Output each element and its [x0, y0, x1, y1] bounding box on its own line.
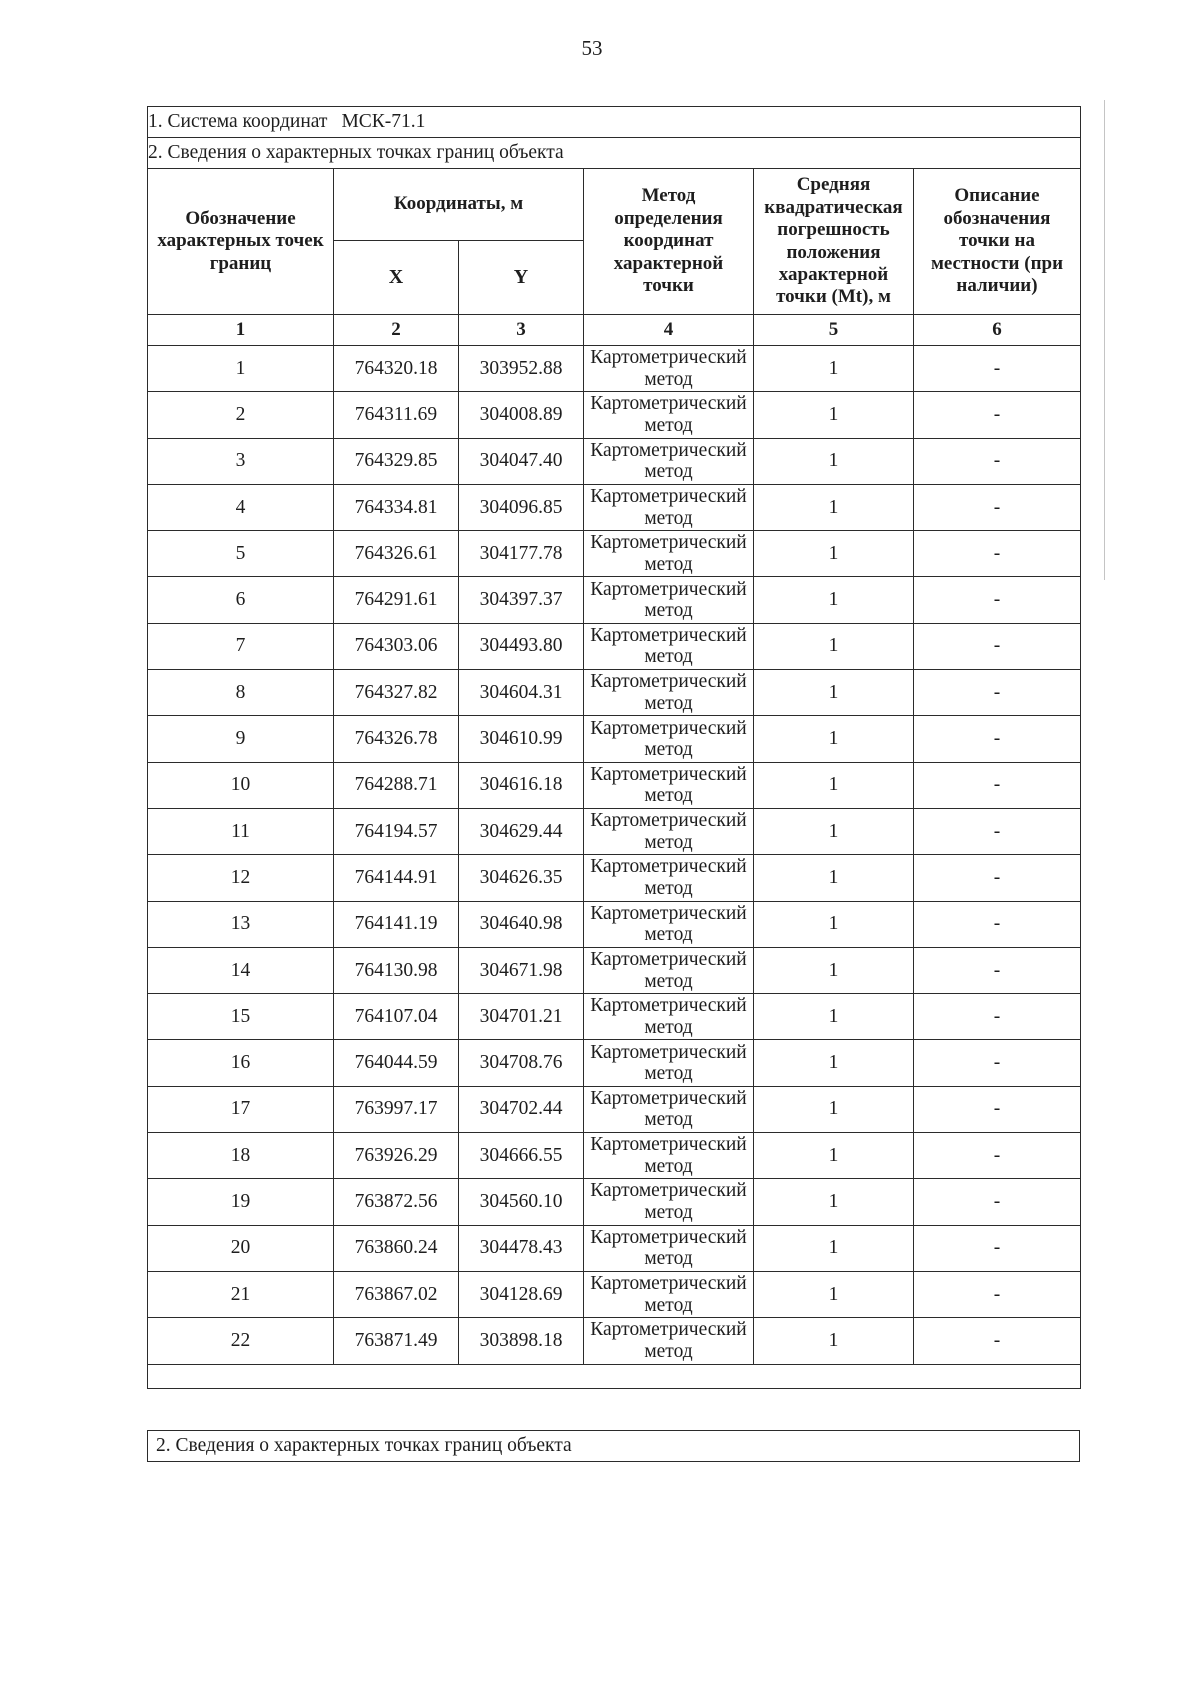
x-coordinate-cell: 764291.61: [334, 577, 459, 623]
point-number-cell: 5: [148, 531, 334, 577]
method-cell: Картометрический метод: [584, 1179, 754, 1225]
description-cell: -: [914, 346, 1081, 392]
x-coordinate-cell: 763997.17: [334, 1086, 459, 1132]
description-cell: -: [914, 1179, 1081, 1225]
column-numbers-row: [148, 315, 1081, 346]
mean-square-error-cell: 1: [754, 346, 914, 392]
description-cell: -: [914, 670, 1081, 716]
description-cell: -: [914, 438, 1081, 484]
y-coordinate-cell: 304008.89: [459, 392, 584, 438]
x-coordinate-cell: 764288.71: [334, 762, 459, 808]
description-cell: -: [914, 1271, 1081, 1317]
table-footer: [148, 1364, 1081, 1388]
header-y: Y: [459, 241, 584, 315]
x-coordinate-cell: 763872.56: [334, 1179, 459, 1225]
mean-square-error-cell: 1: [754, 623, 914, 669]
table-row: [148, 716, 1081, 762]
empty-cell: [148, 1364, 1081, 1388]
method-cell: Картометрический метод: [584, 855, 754, 901]
table-row: [148, 1133, 1081, 1179]
table-row: [148, 346, 1081, 392]
y-coordinate-cell: 304626.35: [459, 855, 584, 901]
y-coordinate-cell: 304128.69: [459, 1271, 584, 1317]
mean-square-error-cell: 1: [754, 1040, 914, 1086]
mean-square-error-cell: 1: [754, 855, 914, 901]
method-cell: Картометрический метод: [584, 531, 754, 577]
table-row: [148, 994, 1081, 1040]
table-row: [148, 438, 1081, 484]
x-coordinate-cell: 764303.06: [334, 623, 459, 669]
description-cell: -: [914, 577, 1081, 623]
point-number-cell: 12: [148, 855, 334, 901]
method-cell: Картометрический метод: [584, 762, 754, 808]
header-description: Описание обозначения точки на местности (при наличии): [914, 169, 1081, 315]
method-cell: Картометрический метод: [584, 1133, 754, 1179]
x-coordinate-cell: 764311.69: [334, 392, 459, 438]
method-cell: Картометрический метод: [584, 1040, 754, 1086]
x-coordinate-cell: 763926.29: [334, 1133, 459, 1179]
y-coordinate-cell: 304616.18: [459, 762, 584, 808]
description-cell: -: [914, 484, 1081, 530]
mean-square-error-cell: 1: [754, 438, 914, 484]
description-cell: -: [914, 808, 1081, 854]
x-coordinate-cell: 763867.02: [334, 1271, 459, 1317]
header-method: Метод определения координат характерной точки: [584, 169, 754, 315]
table-row: [148, 808, 1081, 854]
method-cell: Картометрический метод: [584, 901, 754, 947]
y-coordinate-cell: 304493.80: [459, 623, 584, 669]
point-number-cell: 3: [148, 438, 334, 484]
method-cell: Картометрический метод: [584, 716, 754, 762]
mean-square-error-cell: 1: [754, 1086, 914, 1132]
point-number-cell: 2: [148, 392, 334, 438]
table-row: [148, 670, 1081, 716]
mean-square-error-cell: 1: [754, 392, 914, 438]
mean-square-error-cell: 1: [754, 1179, 914, 1225]
column-number: 2: [334, 315, 459, 346]
y-coordinate-cell: 304177.78: [459, 531, 584, 577]
x-coordinate-cell: 764326.61: [334, 531, 459, 577]
mean-square-error-cell: 1: [754, 1133, 914, 1179]
table-row: [148, 1040, 1081, 1086]
point-number-cell: 1: [148, 346, 334, 392]
mean-square-error-cell: 1: [754, 1225, 914, 1271]
method-cell: Картометрический метод: [584, 808, 754, 854]
point-number-cell: 22: [148, 1318, 334, 1364]
method-cell: Картометрический метод: [584, 1271, 754, 1317]
table-row: [148, 855, 1081, 901]
y-coordinate-cell: 304096.85: [459, 484, 584, 530]
description-cell: -: [914, 1133, 1081, 1179]
x-coordinate-cell: 763871.49: [334, 1318, 459, 1364]
x-coordinate-cell: 764327.82: [334, 670, 459, 716]
method-cell: Картометрический метод: [584, 994, 754, 1040]
table-preamble: [148, 107, 1081, 169]
table-row: [148, 531, 1081, 577]
table-row: [148, 762, 1081, 808]
description-cell: -: [914, 855, 1081, 901]
method-cell: Картометрический метод: [584, 484, 754, 530]
mean-square-error-cell: 1: [754, 947, 914, 993]
point-number-cell: 18: [148, 1133, 334, 1179]
table-row: [148, 1225, 1081, 1271]
method-cell: Картометрический метод: [584, 947, 754, 993]
mean-square-error-cell: 1: [754, 1318, 914, 1364]
table-row: [148, 1179, 1081, 1225]
column-number: 4: [584, 315, 754, 346]
x-coordinate-cell: 764326.78: [334, 716, 459, 762]
y-coordinate-cell: 304629.44: [459, 808, 584, 854]
table-body: [148, 346, 1081, 1365]
x-coordinate-cell: 764130.98: [334, 947, 459, 993]
x-coordinate-cell: 764107.04: [334, 994, 459, 1040]
mean-square-error-cell: 1: [754, 716, 914, 762]
table-row: [148, 901, 1081, 947]
method-cell: Картометрический метод: [584, 438, 754, 484]
mean-square-error-cell: 1: [754, 901, 914, 947]
point-number-cell: 16: [148, 1040, 334, 1086]
section-title-row: [148, 138, 1081, 169]
method-cell: Картометрический метод: [584, 1225, 754, 1271]
point-number-cell: 13: [148, 901, 334, 947]
y-coordinate-cell: 304666.55: [459, 1133, 584, 1179]
mean-square-error-cell: 1: [754, 808, 914, 854]
x-coordinate-cell: 764141.19: [334, 901, 459, 947]
table-row: [148, 484, 1081, 530]
empty-row: [148, 1364, 1081, 1388]
mean-square-error-cell: 1: [754, 670, 914, 716]
y-coordinate-cell: 304560.10: [459, 1179, 584, 1225]
point-number-cell: 11: [148, 808, 334, 854]
method-cell: Картометрический метод: [584, 623, 754, 669]
method-cell: Картометрический метод: [584, 392, 754, 438]
table-row: [148, 623, 1081, 669]
mean-square-error-cell: 1: [754, 577, 914, 623]
description-cell: -: [914, 1040, 1081, 1086]
method-cell: Картометрический метод: [584, 670, 754, 716]
column-number: 3: [459, 315, 584, 346]
mean-square-error-cell: 1: [754, 531, 914, 577]
description-cell: -: [914, 994, 1081, 1040]
description-cell: -: [914, 762, 1081, 808]
header-point-designation: Обозначение характерных точек границ: [148, 169, 334, 315]
point-number-cell: 19: [148, 1179, 334, 1225]
x-coordinate-cell: 764144.91: [334, 855, 459, 901]
coordinate-system-label: 1. Система координат: [148, 111, 328, 132]
method-cell: Картометрический метод: [584, 346, 754, 392]
table-row: [148, 1271, 1081, 1317]
section-title: 2. Сведения о характерных точках границ объекта: [148, 138, 1081, 169]
description-cell: -: [914, 1225, 1081, 1271]
point-number-cell: 14: [148, 947, 334, 993]
x-coordinate-cell: 764329.85: [334, 438, 459, 484]
method-cell: Картометрический метод: [584, 1086, 754, 1132]
x-coordinate-cell: 764194.57: [334, 808, 459, 854]
point-number-cell: 6: [148, 577, 334, 623]
description-cell: -: [914, 901, 1081, 947]
column-numbers: [148, 315, 1081, 346]
y-coordinate-cell: 303898.18: [459, 1318, 584, 1364]
method-cell: Картометрический метод: [584, 577, 754, 623]
y-coordinate-cell: 304604.31: [459, 670, 584, 716]
description-cell: -: [914, 1086, 1081, 1132]
x-coordinate-cell: 763860.24: [334, 1225, 459, 1271]
mean-square-error-cell: 1: [754, 994, 914, 1040]
point-number-cell: 9: [148, 716, 334, 762]
y-coordinate-cell: 303952.88: [459, 346, 584, 392]
point-number-cell: 17: [148, 1086, 334, 1132]
mean-square-error-cell: 1: [754, 484, 914, 530]
description-cell: -: [914, 623, 1081, 669]
mean-square-error-cell: 1: [754, 1271, 914, 1317]
header-coordinates: Координаты, м: [334, 169, 584, 241]
table-row: [148, 947, 1081, 993]
point-number-cell: 20: [148, 1225, 334, 1271]
column-number: 6: [914, 315, 1081, 346]
description-cell: -: [914, 947, 1081, 993]
header-row-top: [148, 169, 1081, 241]
y-coordinate-cell: 304640.98: [459, 901, 584, 947]
next-section-title: 2. Сведения о характерных точках границ объекта: [147, 1430, 1080, 1462]
y-coordinate-cell: 304478.43: [459, 1225, 584, 1271]
y-coordinate-cell: 304610.99: [459, 716, 584, 762]
column-number: 5: [754, 315, 914, 346]
method-cell: Картометрический метод: [584, 1318, 754, 1364]
page-number: 53: [581, 36, 603, 60]
y-coordinate-cell: 304701.21: [459, 994, 584, 1040]
header-mean-square-error: Средняя квадратическая погрешность положения характерной точки (Mt), м: [754, 169, 914, 315]
point-number-cell: 10: [148, 762, 334, 808]
point-number-cell: 4: [148, 484, 334, 530]
point-number-cell: 7: [148, 623, 334, 669]
description-cell: -: [914, 1318, 1081, 1364]
point-number-cell: 8: [148, 670, 334, 716]
coordinate-system-row: [148, 107, 1081, 138]
y-coordinate-cell: 304671.98: [459, 947, 584, 993]
table-row: [148, 577, 1081, 623]
point-number-cell: 15: [148, 994, 334, 1040]
x-coordinate-cell: 764334.81: [334, 484, 459, 530]
x-coordinate-cell: 764320.18: [334, 346, 459, 392]
boundary-points-table: [147, 106, 1081, 1389]
coordinate-system-cell: [148, 107, 1081, 138]
table-row: [148, 1086, 1081, 1132]
x-coordinate-cell: 764044.59: [334, 1040, 459, 1086]
table-header: [148, 169, 1081, 315]
description-cell: -: [914, 392, 1081, 438]
scan-edge-line: [1104, 100, 1105, 580]
description-cell: -: [914, 531, 1081, 577]
table-row: [148, 1318, 1081, 1364]
table-row: [148, 392, 1081, 438]
y-coordinate-cell: 304702.44: [459, 1086, 584, 1132]
y-coordinate-cell: 304708.76: [459, 1040, 584, 1086]
y-coordinate-cell: 304047.40: [459, 438, 584, 484]
header-x: X: [334, 241, 459, 315]
point-number-cell: 21: [148, 1271, 334, 1317]
mean-square-error-cell: 1: [754, 762, 914, 808]
coordinate-system-value: МСК-71.1: [341, 111, 426, 132]
description-cell: -: [914, 716, 1081, 762]
column-number: 1: [148, 315, 334, 346]
y-coordinate-cell: 304397.37: [459, 577, 584, 623]
